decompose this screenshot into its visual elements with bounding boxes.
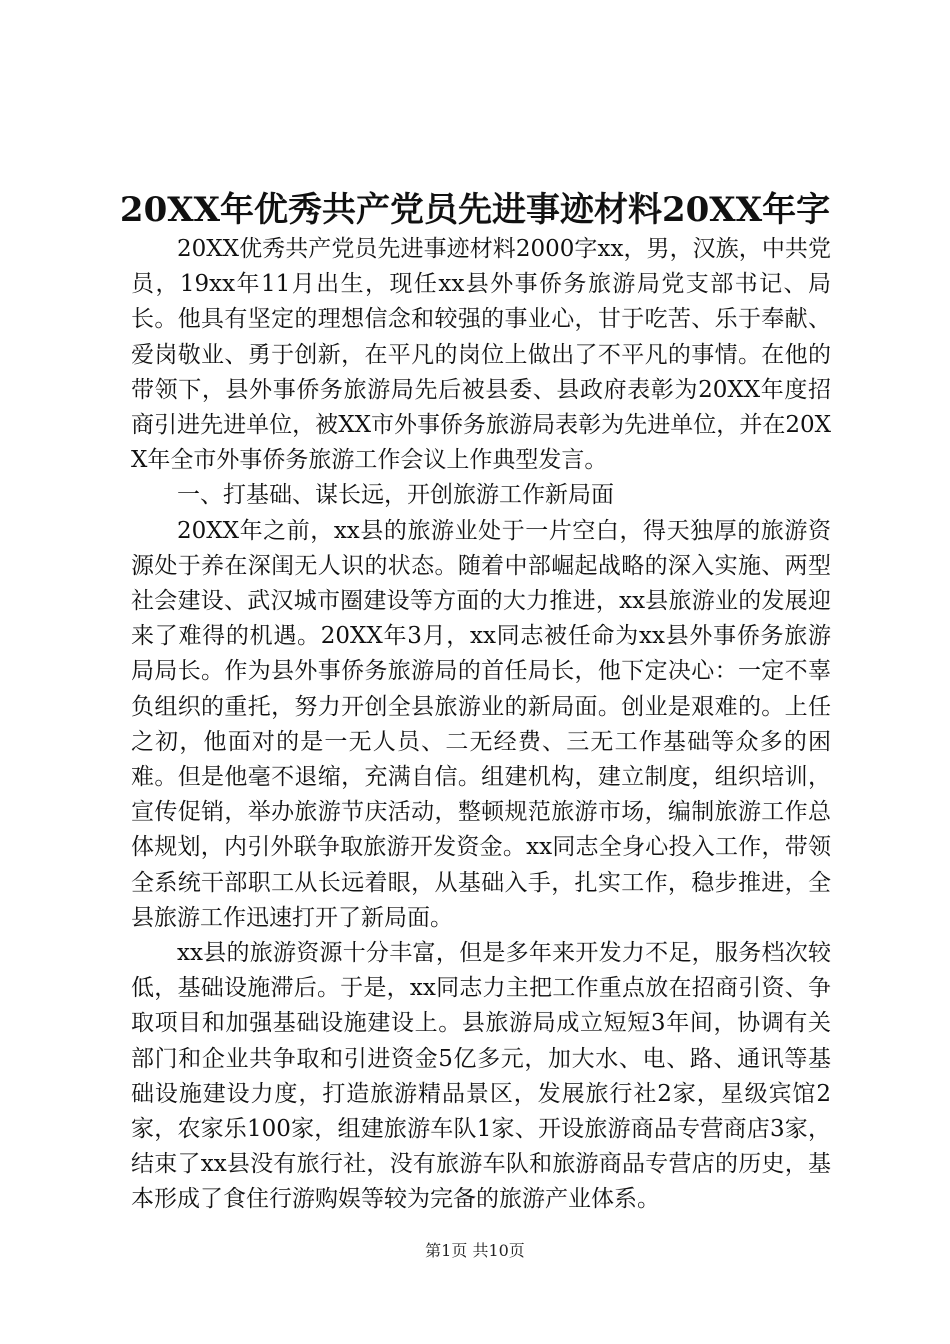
paragraph-section-1-b: xx县的旅游资源十分丰富，但是多年来开发力不足，服务档次较低，基础设施滞后。于是，xx同志力主把工作重点放在招商引资、争取项目和加强基础设施建设上。县旅游局成立短短3年间，协调有关部门和企业共争取和引进资金5亿多元，加大水、电、路、通讯等基础设施建设力度，打造旅游精品景区，发展旅行社2家，星级宾馆2家，农家乐100家，组建旅游车队1家、开设旅游商品专营商店3家，结束了xx县没有旅行社，没有旅游车队和旅游商品专营店的历史，基本形成了食住行游购娱等较为完备的旅游产业体系。: [131, 940, 831, 1213]
page-number-footer: 第1页 共10页: [425, 1241, 525, 1260]
paragraph-section-1-a: 20XX年之前，xx县的旅游业处于一片空白，得天独厚的旅游资源处于养在深闺无人识的状态。随着中部崛起战略的深入实施、两型社会建设、武汉城市圈建设等方面的大力推进，xx县旅游业的发展迎来了难得的机遇。20XX年3月，xx同志被任命为xx县外事侨务旅游局局长。作为县外事侨务旅游局的首任局长，他下定决心：一定不辜负组织的重托，努力开创全县旅游业的新局面。创业是艰难的。上任之初，他面对的是一无人员、二无经费、三无工作基础等众多的困难。但是他毫不退缩，充满自信。组建机构，建立制度，组织培训，宣传促销，举办旅游节庆活动，整顿规范旅游市场，编制旅游工作总体规划，内引外联争取旅游开发资金。xx同志全身心投入工作，带领全系统干部职工从长远着眼，从基础入手，扎实工作，稳步推进，全县旅游工作迅速打开了新局面。: [131, 517, 831, 931]
document-body: [131, 232, 831, 1218]
document-title: 20XX年优秀共产党员先进事迹材料20XX年字: [119, 190, 831, 230]
paragraph-intro: 20XX优秀共产党员先进事迹材料2000字xx，男，汉族，中共党员，19xx年11月出生，现任xx县外事侨务旅游局党支部书记、局长。他具有坚定的理想信念和较强的事业心，甘于吃苦、乐于奉献、爱岗敬业、勇于创新，在平凡的岗位上做出了不平凡的事情。在他的带领下，县外事侨务旅游局先后被县委、县政府表彰为20XX年度招商引进先进单位，被XX市外事侨务旅游局表彰为先进单位，并在20XX年全市外事侨务旅游工作会议上作典型发言。: [131, 236, 831, 474]
section-heading-1: 一、打基础、谋长远，开创旅游工作新局面: [177, 482, 614, 509]
